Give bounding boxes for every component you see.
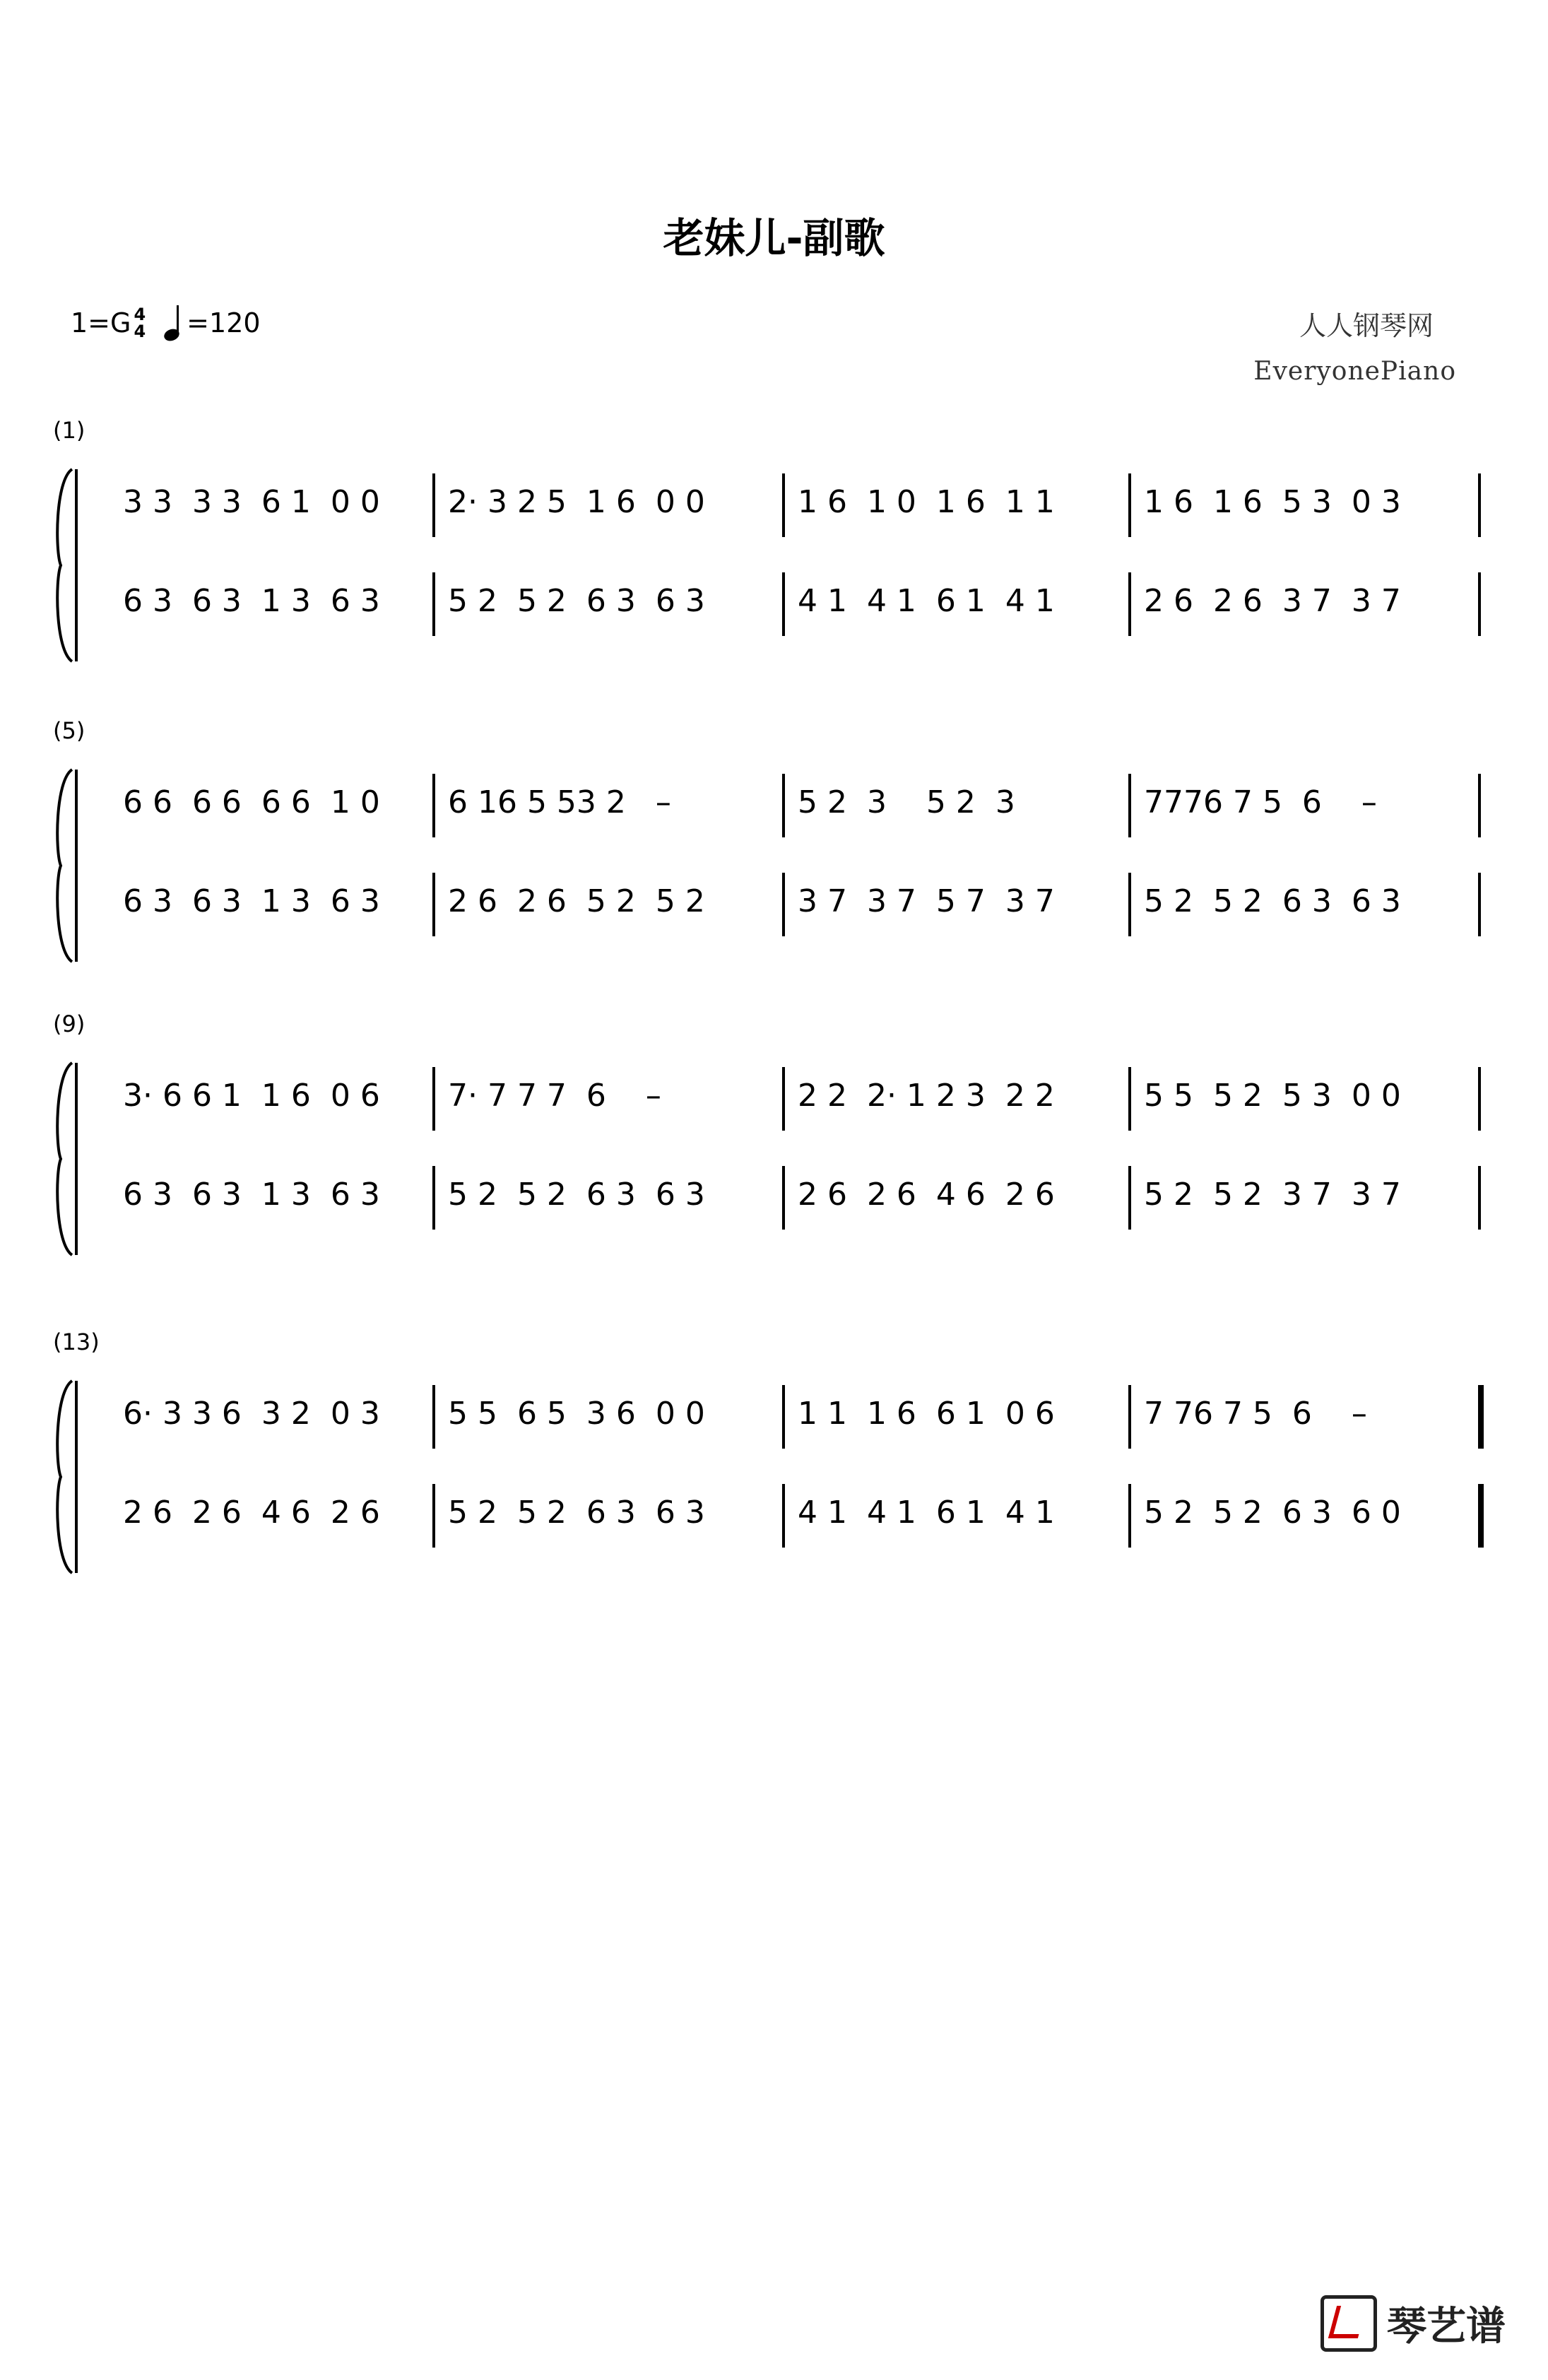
barline xyxy=(1128,1385,1131,1449)
lower-measure: 3 7 3 7 5 7 3 7 xyxy=(798,883,1055,919)
lower-measure: 2 6 2 6 5 2 5 2 xyxy=(448,883,705,919)
barline xyxy=(432,1484,435,1548)
key-signature xyxy=(71,305,261,341)
barline xyxy=(432,1385,435,1449)
lower-measure: 6 3 6 3 1 3 6 3 xyxy=(123,1177,380,1213)
barline xyxy=(432,473,435,537)
time-sig-bottom: 4 xyxy=(134,322,146,341)
barline xyxy=(1128,572,1131,636)
barline xyxy=(1478,572,1481,636)
barline xyxy=(432,1166,435,1230)
barline xyxy=(432,572,435,636)
lower-measure: 5 2 5 2 6 3 6 0 xyxy=(1144,1495,1401,1531)
barline xyxy=(1128,774,1131,837)
barline xyxy=(782,1067,785,1131)
logo xyxy=(1320,2295,1506,2352)
lower-measure: 2 6 2 6 4 6 2 6 xyxy=(798,1177,1055,1213)
tempo-label: =120 xyxy=(187,307,261,338)
barline xyxy=(782,1484,785,1548)
barline xyxy=(782,572,785,636)
lower-measure: 6 3 6 3 1 3 6 3 xyxy=(123,583,380,619)
upper-measure: 1 6 1 0 1 6 1 1 xyxy=(798,484,1055,520)
barline xyxy=(1128,1484,1131,1548)
barline xyxy=(1478,1067,1481,1131)
barline xyxy=(1478,473,1481,537)
barline xyxy=(432,1067,435,1131)
barline xyxy=(1478,1385,1484,1449)
barline xyxy=(432,774,435,837)
upper-measure: 7· 7 7 7 6 – xyxy=(448,1078,661,1114)
upper-measure: 6 16 5 53 2 – xyxy=(448,784,671,820)
barline xyxy=(1128,1067,1131,1131)
lower-measure: 2 6 2 6 4 6 2 6 xyxy=(123,1495,380,1531)
system-number: (9) xyxy=(53,1011,85,1037)
lower-measure: 2 6 2 6 3 7 3 7 xyxy=(1144,583,1401,619)
staff-brace xyxy=(51,466,79,664)
upper-measure: 5 2 3 5 2 3 xyxy=(798,784,1015,820)
upper-measure: 1 6 1 6 5 3 0 3 xyxy=(1144,484,1401,520)
barline xyxy=(1478,873,1481,936)
barline xyxy=(1478,774,1481,837)
lower-measure: 6 3 6 3 1 3 6 3 xyxy=(123,883,380,919)
key-label: 1=G xyxy=(71,307,131,338)
quarter-note-icon xyxy=(164,305,184,341)
logo-text: 琴艺谱 xyxy=(1387,2304,1506,2350)
lower-measure: 5 2 5 2 6 3 6 3 xyxy=(1144,883,1401,919)
site-name-en: EveryonePiano xyxy=(1253,357,1456,386)
lower-measure: 4 1 4 1 6 1 4 1 xyxy=(798,583,1055,619)
barline xyxy=(782,473,785,537)
upper-measure: 3· 6 6 1 1 6 0 6 xyxy=(123,1078,380,1114)
upper-measure: 6· 3 3 6 3 2 0 3 xyxy=(123,1396,380,1432)
staff-brace xyxy=(51,767,79,965)
system-number: (1) xyxy=(53,417,85,444)
lower-measure: 5 2 5 2 6 3 6 3 xyxy=(448,1495,705,1531)
barline xyxy=(432,873,435,936)
upper-measure: 2· 3 2 5 1 6 0 0 xyxy=(448,484,705,520)
upper-measure: 5 5 6 5 3 6 0 0 xyxy=(448,1396,705,1432)
upper-measure: 7776 7 5 6 – xyxy=(1144,784,1377,820)
upper-measure: 2 2 2· 1 2 3 2 2 xyxy=(798,1078,1055,1114)
time-signature xyxy=(134,306,146,340)
upper-measure: 5 5 5 2 5 3 0 0 xyxy=(1144,1078,1401,1114)
time-sig-top: 4 xyxy=(134,305,146,324)
upper-measure: 6 6 6 6 6 6 1 0 xyxy=(123,784,380,820)
barline xyxy=(1128,1166,1131,1230)
page-title: 老妹儿-副歌 xyxy=(663,214,885,262)
barline xyxy=(1478,1166,1481,1230)
upper-measure: 1 1 1 6 6 1 0 6 xyxy=(798,1396,1055,1432)
barline xyxy=(1128,873,1131,936)
system-number: (13) xyxy=(53,1329,100,1355)
staff-brace xyxy=(51,1060,79,1258)
upper-measure: 3 3 3 3 6 1 0 0 xyxy=(123,484,380,520)
barline xyxy=(1478,1484,1484,1548)
system-number: (5) xyxy=(53,717,85,744)
staff-brace xyxy=(51,1378,79,1576)
barline xyxy=(782,1385,785,1449)
upper-measure: 7 76 7 5 6 – xyxy=(1144,1396,1367,1432)
lower-measure: 5 2 5 2 6 3 6 3 xyxy=(448,1177,705,1213)
barline xyxy=(1128,473,1131,537)
lower-measure: 5 2 5 2 3 7 3 7 xyxy=(1144,1177,1401,1213)
lower-measure: 5 2 5 2 6 3 6 3 xyxy=(448,583,705,619)
site-name-cn: 人人钢琴网 xyxy=(1299,310,1434,341)
barline xyxy=(782,873,785,936)
barline xyxy=(782,774,785,837)
logo-mark-icon xyxy=(1320,2295,1377,2352)
lower-measure: 4 1 4 1 6 1 4 1 xyxy=(798,1495,1055,1531)
barline xyxy=(782,1166,785,1230)
